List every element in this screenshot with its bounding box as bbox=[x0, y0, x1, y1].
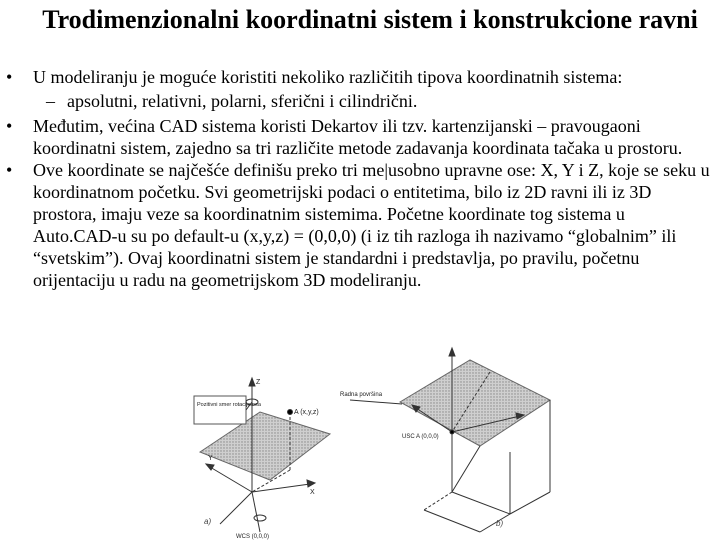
wcs-label: WCS (0,0,0) bbox=[236, 534, 270, 540]
box-edge bbox=[424, 510, 480, 532]
x-arrow-icon bbox=[307, 480, 315, 487]
bullet-list bbox=[6, 66, 712, 291]
box-edge bbox=[480, 514, 510, 532]
rotation-label-line-1: Pozitivni smer rotacije osa bbox=[197, 402, 261, 408]
box-edge bbox=[452, 492, 510, 514]
y-label-a: Y bbox=[208, 455, 213, 462]
ucs-label: USC A (0,0,0) bbox=[402, 434, 439, 440]
sub-bullet-item bbox=[6, 90, 712, 112]
sub-bullet-text: apsolutni, relativni, polarni, sferični i cilindrični. bbox=[67, 91, 418, 111]
x-axis-a bbox=[252, 484, 310, 492]
bullet-item bbox=[6, 66, 712, 88]
axis-extension bbox=[220, 492, 252, 524]
box-edge bbox=[424, 492, 452, 510]
point-a-label: A (x,y,z) bbox=[294, 409, 319, 416]
coordinate-system-figure bbox=[190, 342, 570, 540]
z-arrow-icon bbox=[449, 348, 455, 356]
x-label-a: X bbox=[310, 489, 315, 496]
slide-title: Trodimenzionalni koordinatni sistem i konstrukcione ravni bbox=[42, 5, 698, 34]
box-edge bbox=[452, 446, 480, 492]
bullet-marker: • bbox=[6, 116, 13, 136]
sub-bullet-marker: – bbox=[46, 91, 55, 111]
figure-drawing bbox=[190, 342, 570, 540]
rotation-label-box bbox=[194, 396, 246, 424]
panel-b bbox=[350, 348, 550, 532]
z-label-a: Z bbox=[256, 379, 261, 386]
plane-label-leader bbox=[350, 400, 402, 404]
work-plane-label: Radna površina bbox=[340, 392, 383, 398]
panel-b-label: b) bbox=[496, 519, 504, 528]
ucs-origin-marker bbox=[450, 430, 454, 434]
bullet-text: Međutim, većina CAD sistema koristi Dekartov ili tzv. kartenzijanski – pravougaoni koordinatni sistem, zajedno sa tri različite metode zadavanja koordinata tačaka u prostoru. bbox=[33, 116, 683, 158]
bullet-item bbox=[6, 159, 712, 291]
bullet-marker: • bbox=[6, 160, 13, 180]
bullet-item bbox=[6, 115, 712, 159]
rotation-arrow-icon bbox=[254, 515, 266, 521]
bullet-marker: • bbox=[6, 67, 13, 87]
box-edge bbox=[510, 492, 550, 514]
bullet-text: Ove koordinate se najčešće definišu preko tri me|usobno upravne ose: X, Y i Z, koje se seku u koordinatnom početku. Svi geometrijski podaci o entitetima, bilo iz 2D ravni ili iz 3D prostora, imaju veze sa koordinatnim sistemima. Početne koordinate tog sistema u Auto.CAD-u su po default-u (x,y,z) = (0,0,0) (i iz tih razloga ih nazivamo “globalnim” ili “svetskim”). Ovaj koordinatni sistem je standardni i predstavlja, po pravilu, početnu orijentaciju u radu na geometrijskom 3D modeliranju. bbox=[33, 160, 710, 290]
z-arrow-icon bbox=[249, 378, 255, 386]
bullet-text: U modeliranju je moguće koristiti nekoliko različitih tipova koordinatnih sistema: bbox=[33, 67, 623, 87]
point-a-marker bbox=[288, 410, 293, 415]
panel-a-label: a) bbox=[204, 517, 212, 526]
axis-extension bbox=[252, 492, 260, 532]
